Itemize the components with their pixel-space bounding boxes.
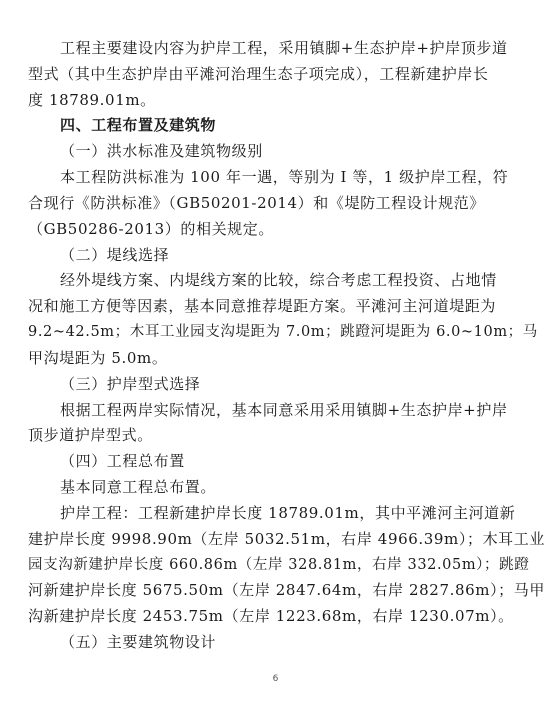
body-text-line: （GB50286-2013）的相关规定。 xyxy=(28,220,274,238)
subsection-heading: （五）主要建筑物设计 xyxy=(60,633,217,651)
body-text-line: 根据工程两岸实际情况，基本同意采用采用镇脚+生态护岸+护岸 xyxy=(60,401,508,419)
body-text-line: 沟新建护岸长度 2453.75m（左岸 1223.68m，右岸 1230.07m）。 xyxy=(28,607,514,625)
body-text-line: 度 18789.01m。 xyxy=(28,91,156,109)
body-text-line: 建护岸长度 9998.90m（左岸 5032.51m，右岸 4966.39m）；木耳工业 xyxy=(28,530,545,548)
body-text-line: 经外堤线方案、内堤线方案的比较，综合考虑工程投资、占地情 xyxy=(60,271,497,289)
body-text-line: 工程主要建设内容为护岸工程，采用镇脚+生态护岸+护岸顶步道 xyxy=(60,39,508,57)
body-text-line: 顶步道护岸型式。 xyxy=(28,426,153,444)
page-number: 6 xyxy=(272,674,279,684)
subsection-heading: （一）洪水标准及建筑物级别 xyxy=(60,142,263,160)
body-text-line: 本工程防洪标准为 100 年一遇，等别为 Ⅰ 等，1 级护岸工程，符 xyxy=(60,168,509,186)
body-text-line: 护岸工程：工程新建护岸长度 18789.01m，其中平滩河主河道新 xyxy=(60,504,516,522)
subsection-heading: （三）护岸型式选择 xyxy=(60,375,201,393)
body-text-line: 合现行《防洪标准》（GB50201-2014）和《堤防工程设计规范》 xyxy=(28,194,485,212)
body-text-line: 河新建护岸长度 5675.50m（左岸 2847.64m，右岸 2827.86m）；马甲 xyxy=(28,581,545,599)
body-text-line: 9.2~42.5m；木耳工业园支沟堤距为 7.0m；跳蹬河堤距为 6.0~10m；马 xyxy=(28,324,538,340)
subsection-heading: （二）堤线选择 xyxy=(60,246,170,264)
body-text-line: 基本同意工程总布置。 xyxy=(60,478,217,496)
subsection-heading: （四）工程总布置 xyxy=(60,452,185,470)
body-text-line: 况和施工方便等因素，基本同意推荐堤距方案。平滩河主河道堤距为 xyxy=(28,297,497,315)
body-text-line: 园支沟新建护岸长度 660.86m（左岸 328.81m，右岸 332.05m）；跳蹬 xyxy=(28,557,530,573)
body-text-line: 甲沟堤距为 5.0m。 xyxy=(28,349,168,367)
section-heading: 四、工程布置及建筑物 xyxy=(60,116,217,134)
body-text-line: 型式（其中生态护岸由平滩河治理生态子项完成），工程新建护岸长 xyxy=(28,65,489,83)
